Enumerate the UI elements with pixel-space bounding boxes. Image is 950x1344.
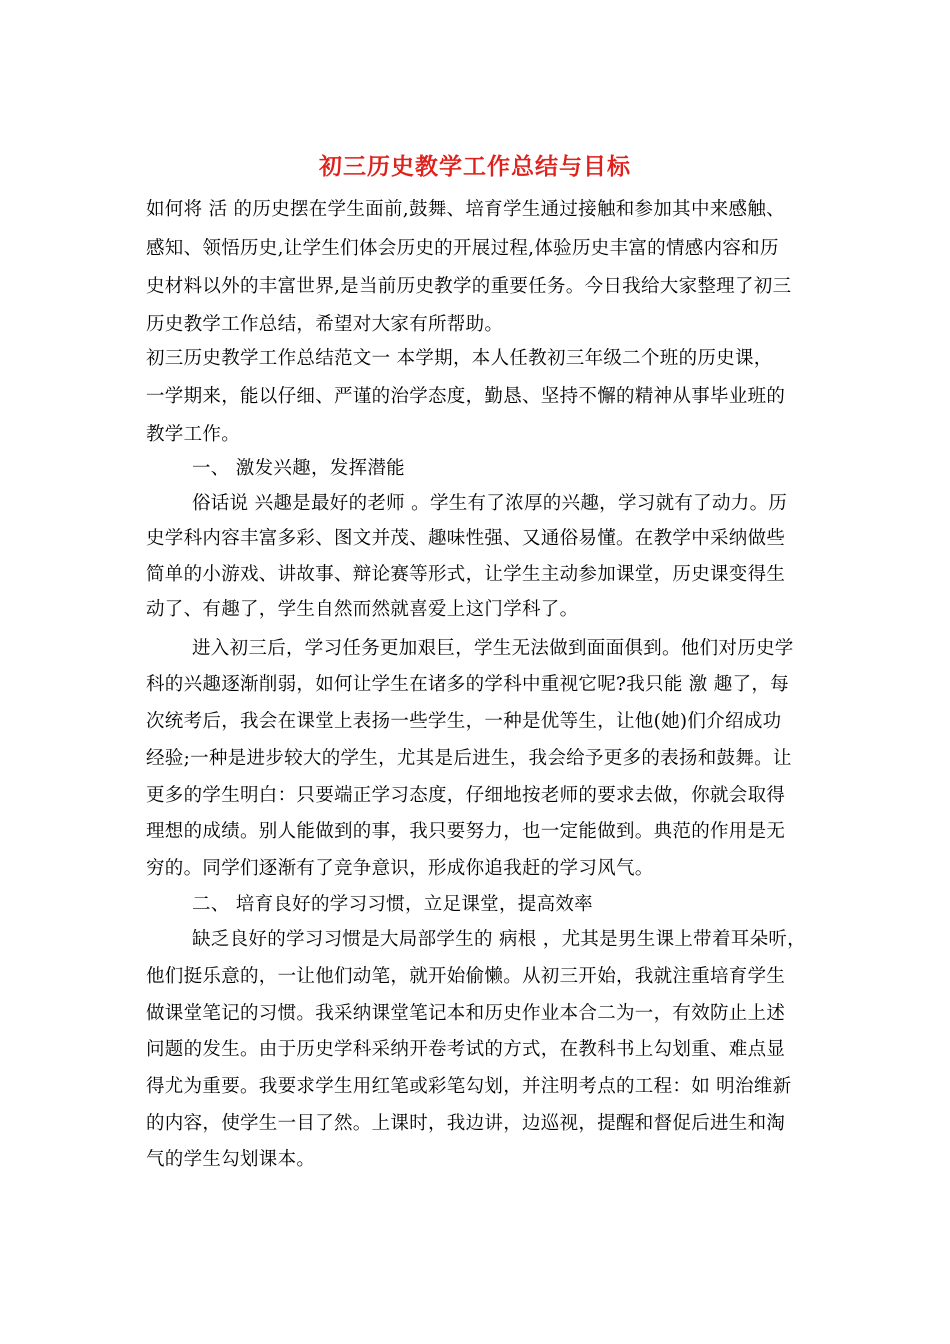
text-line-24: 问题的发生。由于历史学科采纳开卷考试的方式，在教科书上勾划重、难点显 [146, 1039, 786, 1060]
text-line-10: 史学科内容丰富多彩、图文并茂、趣味性强、又通俗易懂。在教学中采纳做些 [146, 528, 786, 549]
text-line-25: 得尤为重要。我要求学生用红笔或彩笔勾划，并注明考点的工程：如 明治维新 [146, 1076, 792, 1097]
text-line-4: 历史教学工作总结，希望对大家有所帮助。 [146, 314, 504, 335]
text-line-27: 气的学生勾划课本。 [146, 1149, 316, 1170]
text-line-23: 做课堂笔记的习惯。我采纳课堂笔记本和历史作业本合二为一，有效防止上述 [146, 1003, 786, 1024]
text-line-9: 俗话说 兴趣是最好的老师 。学生有了浓厚的兴趣，学习就有了动力。历 [192, 493, 788, 514]
section-heading-1: 一、 激发兴趣，发挥潜能 [192, 458, 405, 479]
text-line-19: 穷的。同学们逐渐有了竞争意识，形成你追我赶的学习风气。 [146, 858, 654, 879]
text-line-11: 简单的小游戏、讲故事、辩论赛等形式，让学生主动参加课堂，历史课变得生 [146, 564, 786, 585]
text-line-22: 他们挺乐意的，一让他们动笔，就开始偷懒。从初三开始，我就注重培育学生 [146, 966, 786, 987]
document-title: 初三历史教学工作总结与目标 [319, 153, 631, 180]
text-line-1: 如何将 活 的历史摆在学生面前,鼓舞、培育学生通过接触和参加其中来感触、 [146, 199, 785, 220]
text-line-15: 次统考后，我会在课堂上表扬一些学生，一种是优等生，让他(她)们介绍成功 [146, 711, 782, 732]
text-line-18: 理想的成绩。别人能做到的事，我只要努力，也一定能做到。典范的作用是无 [146, 821, 786, 842]
text-line-16: 经验;一种是进步较大的学生，尤其是后进生，我会给予更多的表扬和鼓舞。让 [146, 748, 792, 769]
text-line-2: 感知、领悟历史,让学生们体会历史的开展过程,体验历史丰富的情感内容和历 [146, 238, 779, 259]
text-line-14: 科的兴趣逐渐削弱，如何让学生在诸多的学科中重视它呢?我只能 激 趣了，每 [146, 674, 789, 695]
text-line-7: 教学工作。 [146, 424, 241, 445]
text-line-21: 缺乏良好的学习习惯是大局部学生的 病根 ，尤其是男生课上带着耳朵听， [192, 929, 806, 950]
section-heading-2: 二、 培育良好的学习习惯，立足课堂，提高效率 [192, 894, 593, 915]
text-line-5: 初三历史教学工作总结范文一 本学期，本人任教初三年级二个班的历史课， [146, 348, 773, 369]
text-line-6: 一学期来，能以仔细、严谨的治学态度，勤恳、坚持不懈的精神从事毕业班的 [146, 386, 786, 407]
text-line-26: 的内容，使学生一目了然。上课时，我边讲，边巡视，提醒和督促后进生和淘 [146, 1113, 786, 1134]
text-line-17: 更多的学生明白：只要端正学习态度，仔细地按老师的要求去做，你就会取得 [146, 785, 786, 806]
text-line-12: 动了、有趣了，学生自然而然就喜爱上这门学科了。 [146, 599, 579, 620]
text-line-3: 史材料以外的丰富世界,是当前历史教学的重要任务。今日我给大家整理了初三 [146, 276, 792, 297]
text-line-13: 进入初三后，学习任务更加艰巨，学生无法做到面面俱到。他们对历史学 [192, 638, 794, 659]
